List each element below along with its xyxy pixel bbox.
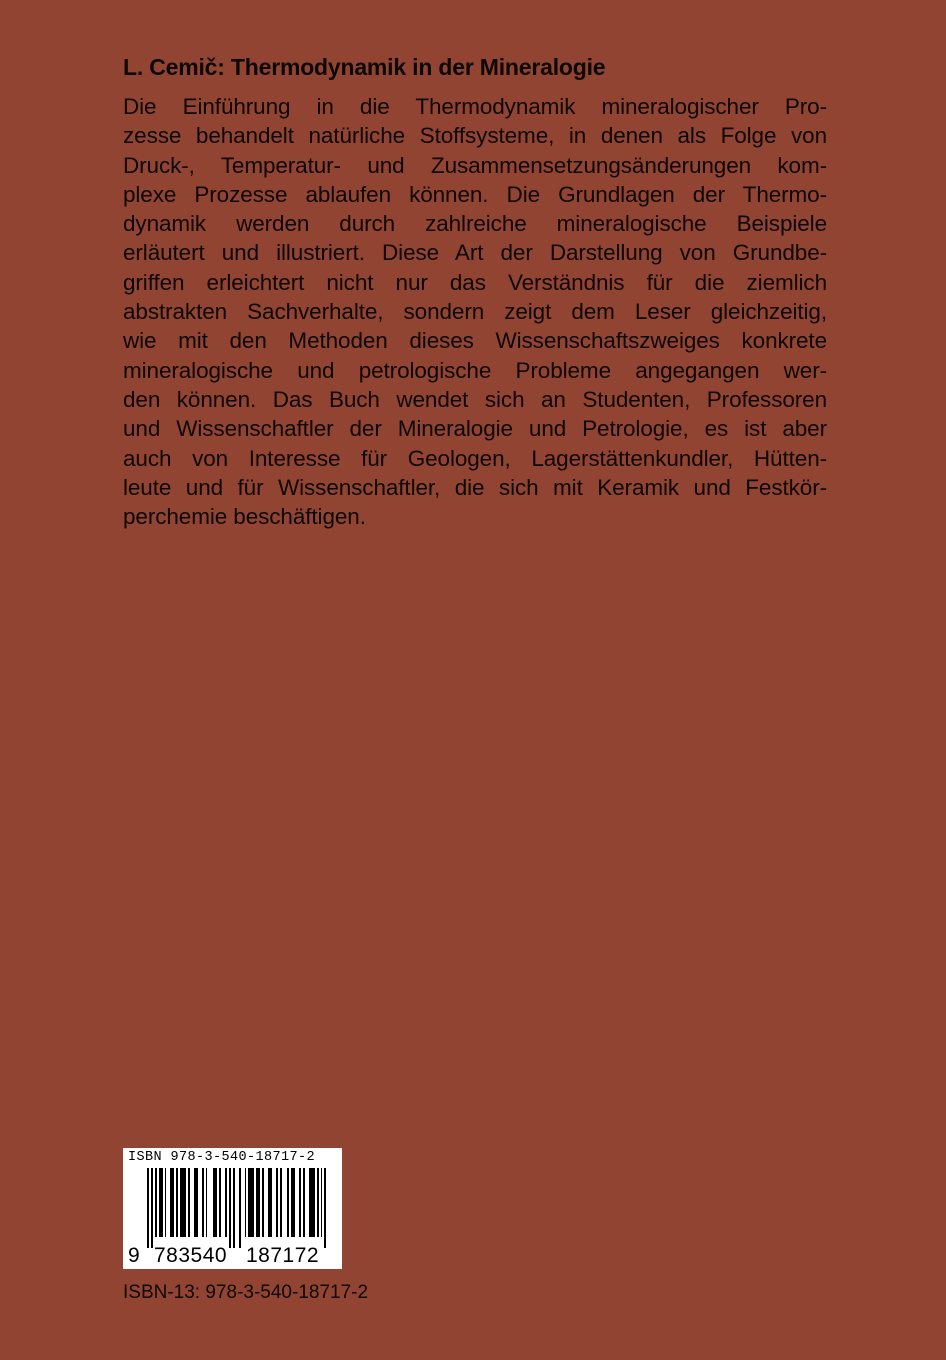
barcode-bar — [188, 1168, 190, 1237]
blurb-line: leute und für Wissenschaftler, die sich mit Keramik und Festkör- — [123, 474, 827, 500]
barcode-bar — [303, 1168, 305, 1237]
barcode-bar — [151, 1168, 153, 1248]
barcode-bar — [299, 1168, 301, 1237]
barcode-bar — [256, 1168, 260, 1237]
barcode-bar — [180, 1168, 186, 1237]
barcode-bar — [170, 1168, 174, 1237]
barcode-bar — [321, 1168, 323, 1237]
barcode-bar — [291, 1168, 295, 1237]
barcode-bar — [159, 1168, 163, 1237]
barcode-bar — [233, 1168, 235, 1248]
barcode-bar — [309, 1168, 315, 1237]
barcode-left-digits: 783540 — [154, 1244, 228, 1267]
barcode-bar — [239, 1168, 241, 1248]
blurb-line: erläutert und illustriert. Diese Art der Darstellung von Grundbe- — [123, 240, 827, 266]
blurb-line: Die Einführung in die Thermodynamik mineralogischer Pro- — [123, 94, 827, 119]
barcode-bar — [262, 1168, 264, 1237]
blurb-line: zesse behandelt natürliche Stoffsysteme, in denen als Folge von — [123, 123, 827, 149]
blurb-line: dynamik werden durch zahlreiche mineralogische Beispiele — [123, 211, 827, 237]
blurb-line: und Wissenschaftler der Mineralogie und Petrologie, es ist aber — [123, 416, 827, 442]
barcode-bar — [245, 1168, 247, 1237]
blurb-line: den können. Das Buch wendet sich an Studenten, Professoren — [123, 386, 827, 412]
blurb-line: abstrakten Sachverhalte, sondern zeigt dem Leser gleichzeitig, — [123, 299, 827, 325]
barcode-bar — [287, 1168, 289, 1237]
barcode-bar — [176, 1168, 178, 1237]
barcode-bar — [206, 1168, 208, 1237]
barcode-bar — [165, 1168, 167, 1237]
barcode-bar — [276, 1168, 278, 1237]
barcode-bar — [225, 1168, 227, 1237]
barcode-bar — [324, 1168, 326, 1248]
blurb-line: griffen erleichtert nicht nur das Verständnis für die ziemlich — [123, 269, 827, 295]
barcode-bar — [280, 1168, 282, 1237]
blurb-line: plexe Prozesse ablaufen können. Die Grundlagen der Thermo- — [123, 181, 827, 207]
barcode-bar — [202, 1168, 204, 1237]
barcode-bar — [317, 1168, 319, 1237]
barcode-bar — [219, 1168, 221, 1237]
barcode-isbn-label: ISBN 978-3-540-18717-2 — [128, 1150, 316, 1165]
barcode-bar — [248, 1168, 254, 1237]
barcode-bar — [229, 1168, 231, 1248]
barcode-bar — [213, 1168, 217, 1237]
barcode-right-digits: 187172 — [246, 1244, 320, 1267]
barcode-bar — [155, 1168, 157, 1237]
blurb-line: perchemie beschäftigen. — [123, 504, 366, 530]
blurb-line: Druck-, Temperatur- und Zusammensetzungsänderungen kom- — [123, 152, 827, 178]
barcode-bar — [147, 1168, 149, 1248]
isbn-barcode — [123, 1148, 342, 1269]
blurb-line: auch von Interesse für Geologen, Lagerstättenkundler, Hütten- — [123, 445, 827, 471]
barcode-bar — [268, 1168, 272, 1237]
isbn-13-label: ISBN-13: 978-3-540-18717-2 — [123, 1282, 369, 1303]
barcode-bar — [194, 1168, 198, 1237]
back-cover-text — [123, 52, 827, 531]
book-title: L. Cemič: Thermodynamik in der Mineralogie — [123, 54, 606, 80]
blurb-line: wie mit den Methoden dieses Wissenschaftszweiges konkrete — [123, 328, 827, 354]
barcode-bars — [147, 1168, 337, 1248]
book-blurb — [123, 92, 827, 531]
blurb-line: mineralogische und petrologische Probleme angegangen wer- — [123, 357, 827, 383]
barcode-lead-digit: 9 — [128, 1244, 140, 1267]
